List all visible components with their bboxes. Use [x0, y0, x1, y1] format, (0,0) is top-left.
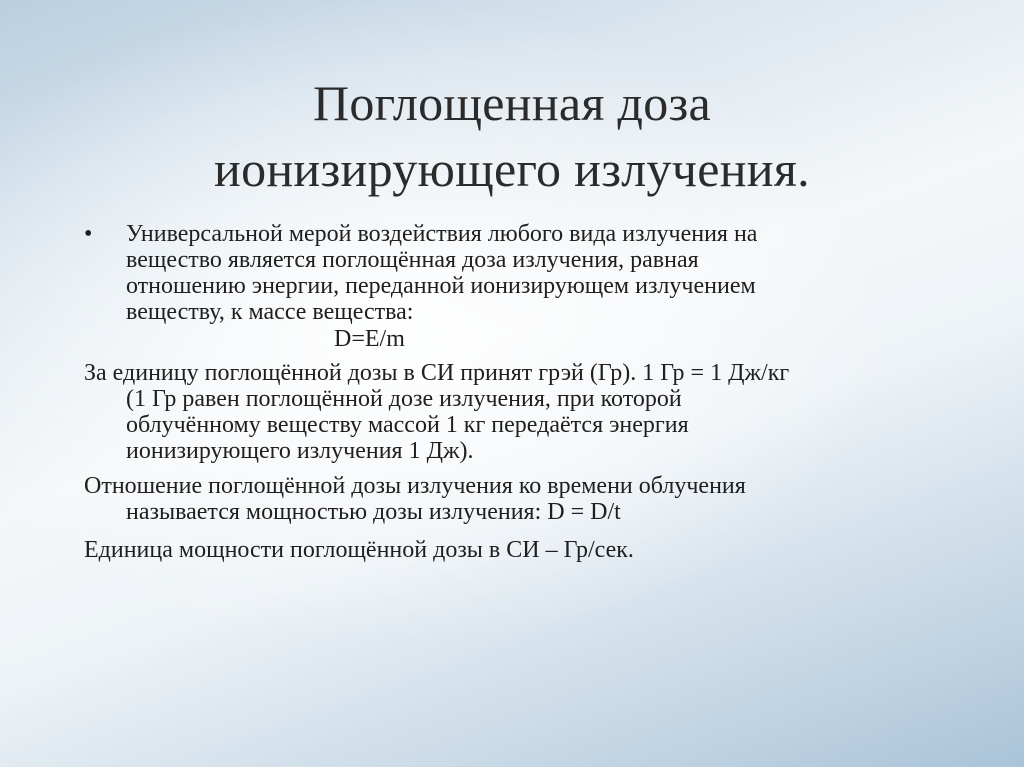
slide-body: [84, 221, 924, 563]
bullet-line-3: отношению энергии, переданной ионизирующем излучением: [126, 273, 756, 299]
bullet-line-2: вещество является поглощённая доза излучения, равная: [126, 247, 699, 273]
para2-line-2: называется мощностью дозы излучения: D = D/t: [126, 499, 621, 525]
title-line-2: ионизирующего излучения.: [214, 141, 810, 197]
para1-line-2: (1 Гр равен поглощённой дозе излучения, при которой: [126, 386, 682, 412]
bullet-item: [84, 221, 924, 352]
bullet-line-1: Универсальной мерой воздействия любого вида излучения на: [126, 221, 758, 247]
bullet-line-4: веществу, к массе вещества:: [126, 299, 414, 325]
paragraph-dose-rate-unit: [84, 537, 924, 563]
bullet-mark: •: [84, 221, 93, 247]
dose-formula: D=E/m: [334, 326, 405, 352]
para3-line-1: Единица мощности поглощённой дозы в СИ – Гр/сек.: [84, 537, 634, 563]
paragraph-si-unit: [84, 360, 924, 464]
para1-line-3: облучённому веществу массой 1 кг передаётся энергия: [126, 412, 689, 438]
para1-line-4: ионизирующего излучения 1 Дж).: [126, 438, 474, 464]
para1-line-1: За единицу поглощённой дозы в СИ принят грэй (Гр). 1 Гр = 1 Дж/кг: [84, 360, 790, 386]
title-line-1: Поглощенная доза: [312, 75, 712, 131]
slide-title: [0, 70, 1024, 202]
paragraph-dose-rate: [84, 473, 924, 525]
para2-line-1: Отношение поглощённой дозы излучения ко времени облучения: [84, 473, 746, 499]
